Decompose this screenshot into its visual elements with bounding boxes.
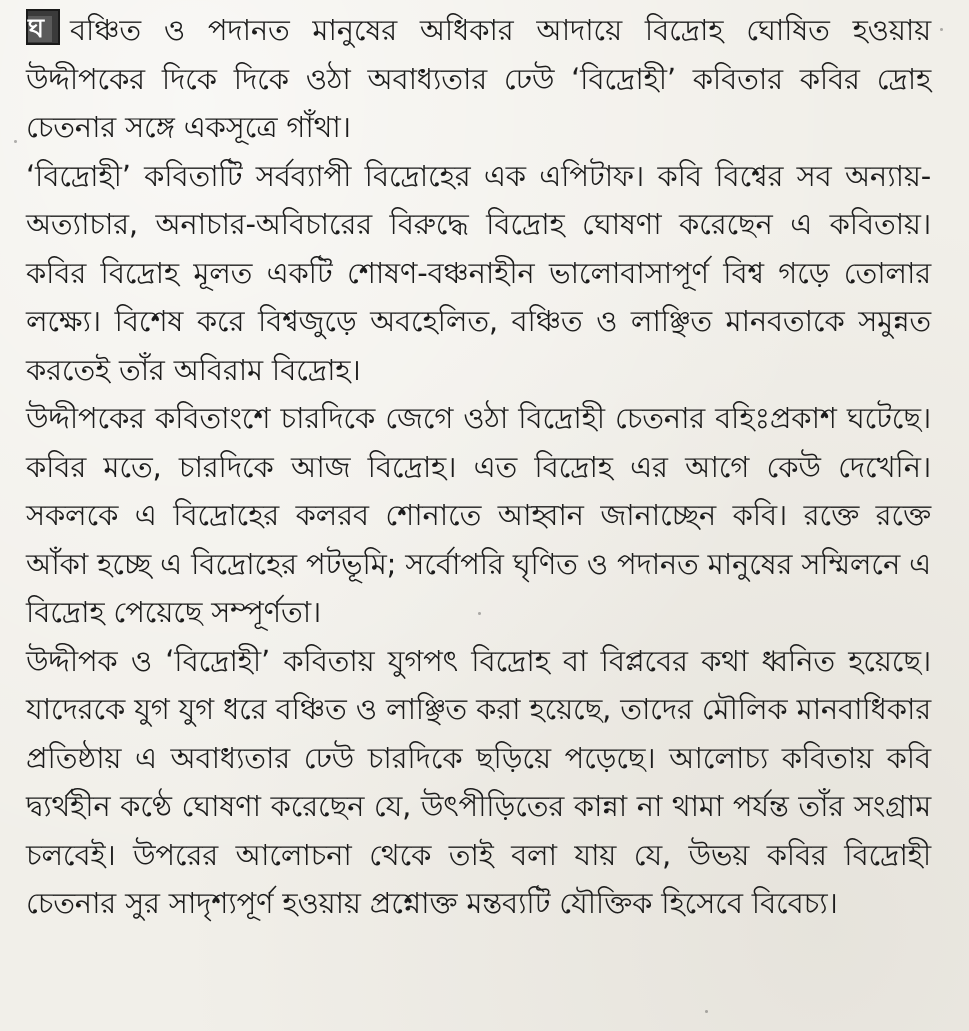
paper-speck — [940, 28, 943, 31]
paragraph-4 — [26, 637, 931, 928]
paragraph-4-text: উদ্দীপক ও ‘বিদ্রোহী’ কবিতায় যুগপৎ বিদ্রোহ বা বিপ্লবের কথা ধ্বনিত হয়েছে। যাদেরকে যুগ যুগ ধরে বঞ্চিত ও লাঞ্ছিত করা হয়েছে, তাদের মৌলিক মানবাধিকার প্রতিষ্ঠায় এ অবাধ্যতার ঢেউ চারদিকে ছড়িয়ে পড়েছে। আলোচ্য কবিতায় কবি দ্ব্যর্থহীন কণ্ঠে ঘোষণা করেছেন যে, উৎপীড়িতের কান্না না থামা পর্যন্ত তাঁর সংগ্রাম চলবেই। উপরের আলোচনা থেকে তাই বলা যায় যে, উভয় কবির বিদ্রোহী চেতনার সুর সাদৃশ্যপূর্ণ হওয়ায় প্রশ্নোক্ত মন্তব্যটি যৌক্তিক হিসেবে বিবেচ্য। — [26, 643, 931, 920]
paragraph-3 — [26, 394, 931, 637]
question-label-badge — [26, 9, 60, 45]
paragraph-1-text: বঞ্চিত ও পদানত মানুষের অধিকার আদায়ে বিদ্রোহ ঘোষিত হওয়ায় উদ্দীপকের দিকে দিকে ওঠা অবাধ্যতার ঢেউ ‘বিদ্রোহী’ কবিতার কবির দ্রোহ চেতনার সঙ্গে একসূত্রে গাঁথা। — [26, 13, 931, 144]
paper-speck — [478, 612, 481, 615]
question-label-text: ঘ — [28, 16, 52, 42]
paper-speck — [705, 1010, 708, 1013]
paragraph-3-text: উদ্দীপকের কবিতাংশে চারদিকে জেগে ওঠা বিদ্রোহী চেতনার বহিঃপ্রকাশ ঘটেছে। কবির মতে, চারদিকে আজ বিদ্রোহ। এত বিদ্রোহ এর আগে কেউ দেখেনি। সকলকে এ বিদ্রোহের কলরব শোনাতে আহ্বান জানাচ্ছেন কবি। রক্তে রক্তে আঁকা হচ্ছে এ বিদ্রোহের পটভূমি; সর্বোপরি ঘৃণিত ও পদানত মানুষের সম্মিলনে এ বিদ্রোহ পেয়েছে সম্পূর্ণতা। — [26, 401, 931, 629]
paragraph-2 — [26, 152, 931, 395]
paragraph-2-text: ‘বিদ্রোহী’ কবিতাটি সর্বব্যাপী বিদ্রোহের এক এপিটাফ। কবি বিশ্বের সব অন্যায়-অত্যাচার, অনাচার-অবিচারের বিরুদ্ধে বিদ্রোহ ঘোষণা করেছেন এ কবিতায়। কবির বিদ্রোহ মূলত একটি শোষণ-বঞ্চনাহীন ভালোবাসাপূর্ণ বিশ্ব গড়ে তোলার লক্ষ্যে। বিশেষ করে বিশ্বজুড়ে অবহেলিত, বঞ্চিত ও লাঞ্ছিত মানবতাকে সমুন্নত করতেই তাঁর অবিরাম বিদ্রোহ। — [26, 158, 931, 387]
paper-speck — [14, 140, 17, 143]
paragraph-1 — [26, 6, 931, 152]
